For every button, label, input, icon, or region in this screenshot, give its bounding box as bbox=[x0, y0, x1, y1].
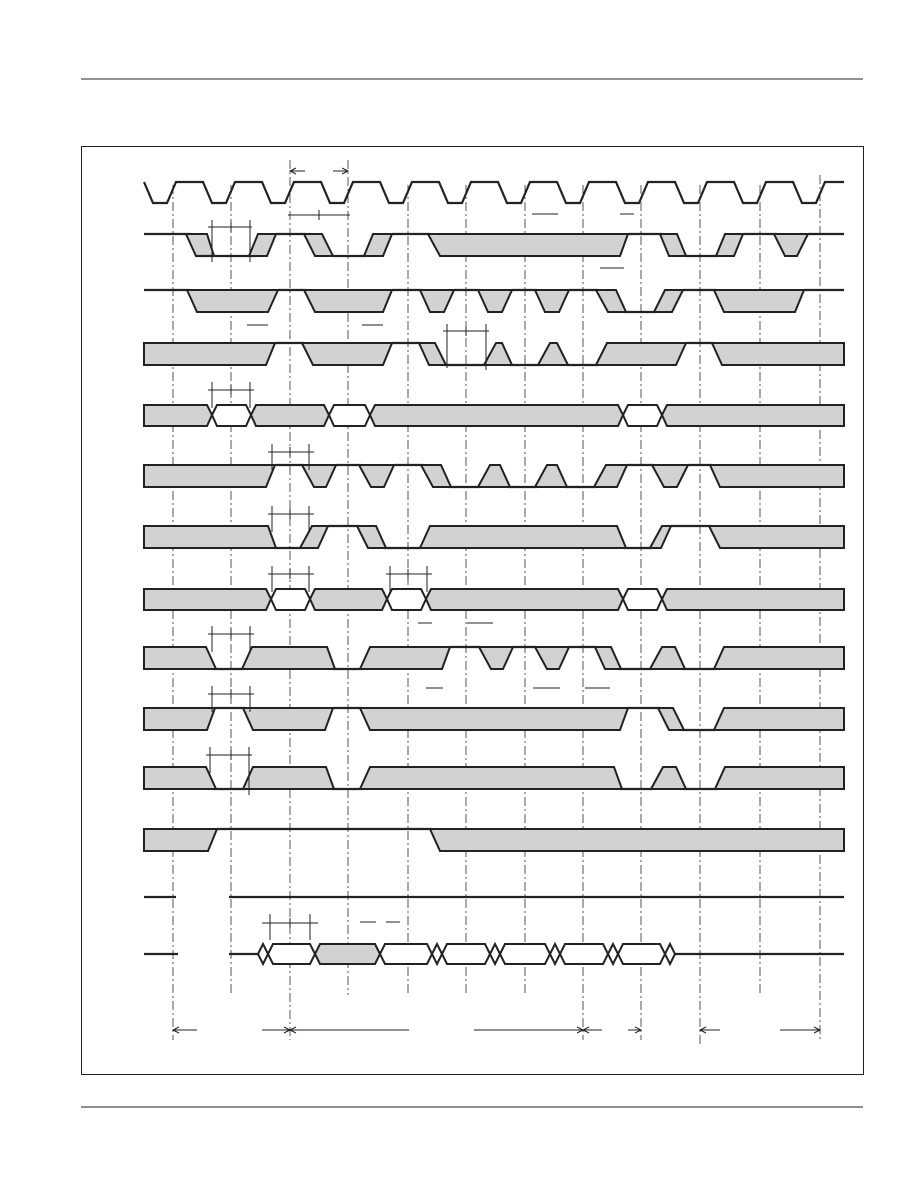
signal-row-3 bbox=[144, 343, 844, 365]
signal-row-1 bbox=[144, 234, 844, 256]
signal-row-6 bbox=[144, 526, 844, 548]
signal-row-8 bbox=[144, 647, 844, 669]
cycle-span-markers bbox=[173, 1027, 820, 1033]
signal-row-5 bbox=[144, 465, 844, 487]
overbar-marks bbox=[247, 214, 634, 922]
signal-row-2 bbox=[144, 290, 844, 312]
timing-dimension-markers bbox=[206, 168, 489, 940]
signal-row-7-bus bbox=[144, 589, 844, 610]
signal-row-11 bbox=[144, 829, 844, 851]
clock-waveform bbox=[144, 182, 844, 203]
signal-row-13-bus bbox=[144, 944, 844, 964]
signal-row-4-bus bbox=[144, 405, 844, 426]
signal-row-9 bbox=[144, 708, 844, 730]
